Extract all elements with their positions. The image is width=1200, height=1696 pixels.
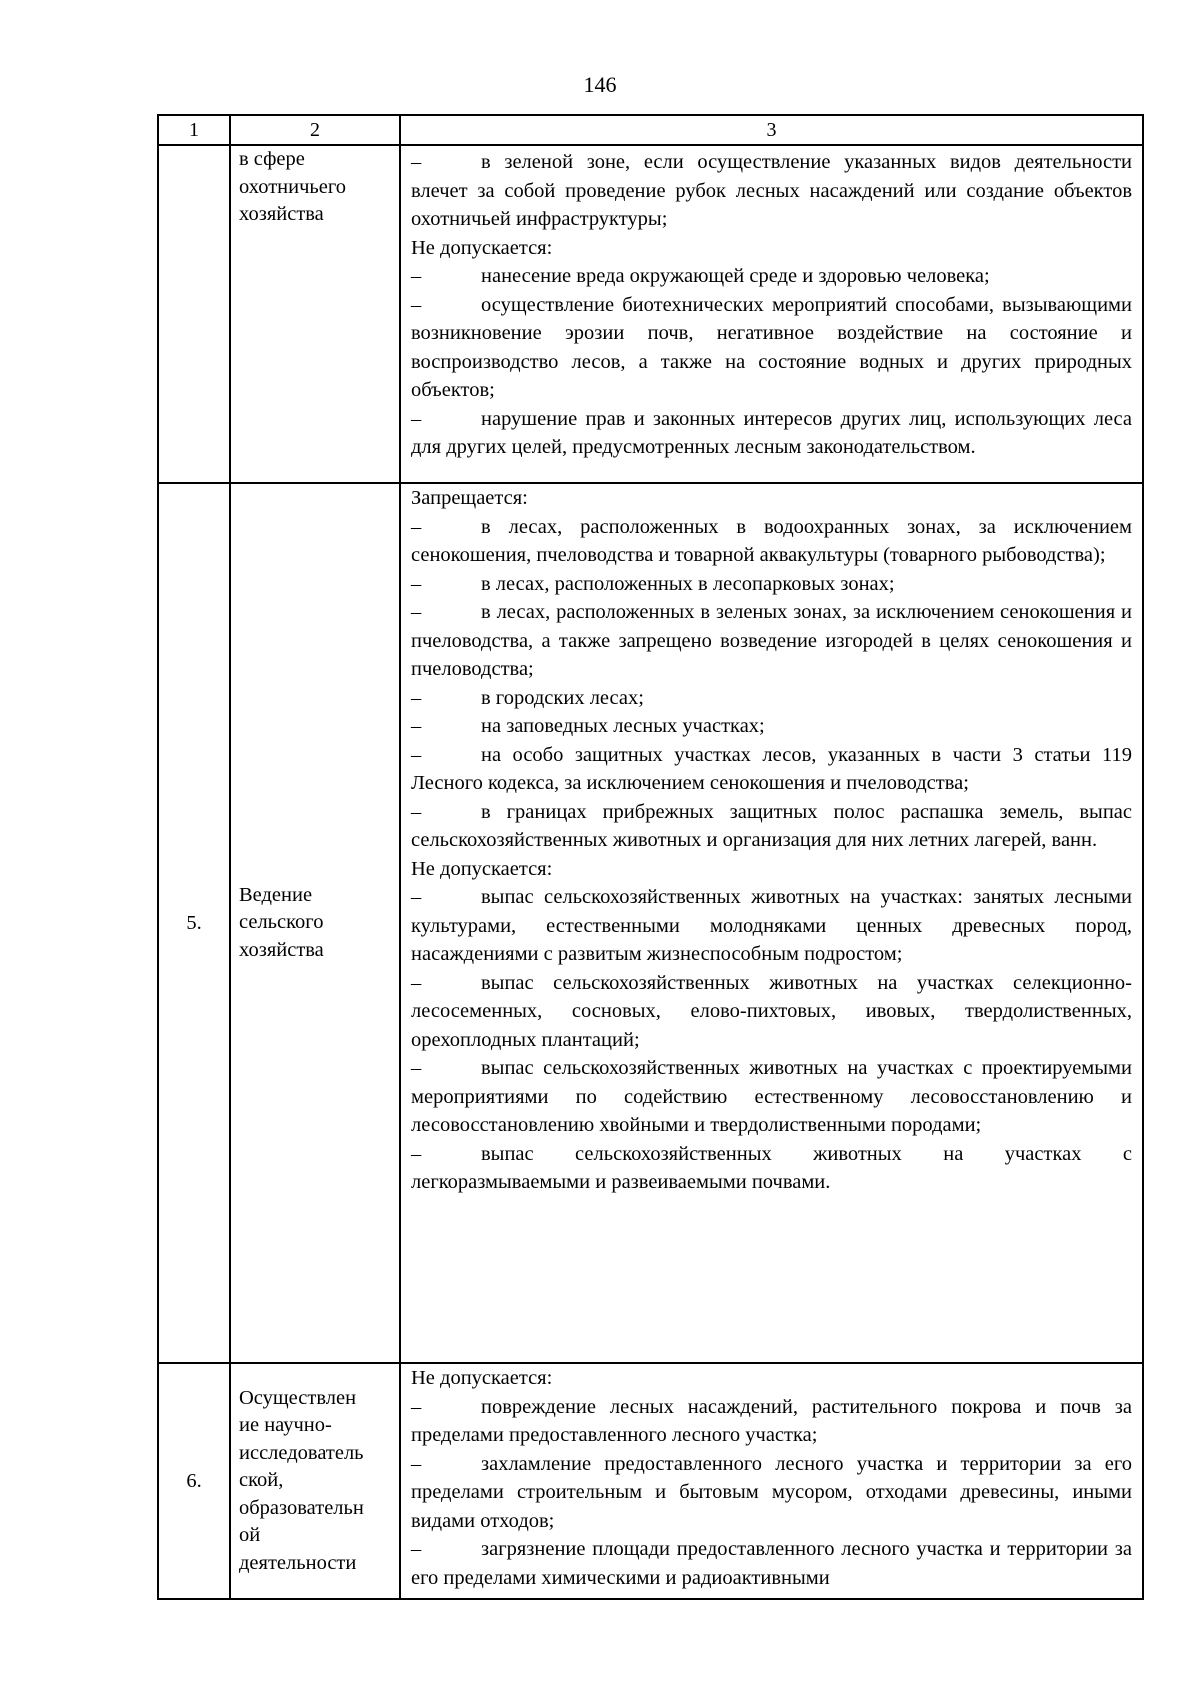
activity-cell [230, 1363, 400, 1599]
restrictions-cell [400, 1363, 1143, 1599]
activity-line: Осуществлен [239, 1386, 357, 1409]
table-header-row [158, 115, 1143, 145]
restriction-heading: Не допускается: [411, 236, 553, 259]
column-header-1: 1 [158, 115, 230, 145]
activity-line: исследователь [239, 1441, 364, 1464]
restriction-item: – в зеленой зоне, если осуществление указанных видов деятельности влечет за собой проведение рубок лесных насаждений или создание объектов охотничьей инфраструктуры; [411, 148, 1132, 234]
activity-line: ой [239, 1524, 261, 1547]
restrictions-cell [400, 145, 1143, 483]
activity-line: сельского [239, 911, 324, 934]
restriction-item: – нарушение прав и законных интересов других лиц, использующих леса для других целей, предусмотренных лесным законодательством. [411, 405, 1132, 462]
regulations-table [157, 114, 1144, 1600]
column-header-3: 3 [400, 115, 1143, 145]
activity-line: образовательн [239, 1496, 364, 1519]
activity-line: хозяйства [239, 938, 324, 961]
row-number: 5. [158, 483, 230, 1363]
activity-line: Ведение [239, 883, 313, 906]
restriction-item: – выпас сельскохозяйственных животных на участках с проектируемыми мероприятиями по содействию естественному лесовосстановлению и лесовосстановлению хвойными и твердолиственными породами; [411, 1054, 1132, 1140]
activity-line: деятельности [239, 1551, 357, 1574]
restriction-item: – в городских лесах; [411, 684, 1132, 713]
restriction-item: – повреждение лесных насаждений, растительного покрова и почв за пределами предоставленного лесного участка; [411, 1393, 1132, 1450]
table-row-research [158, 1363, 1143, 1599]
restriction-item: – в лесах, расположенных в водоохранных зонах, за исключением сенокошения, пчеловодства и товарной аквакультуры (товарного рыбоводства); [411, 513, 1132, 570]
restriction-item: – в лесах, расположенных в зеленых зонах, за исключением сенокошения и пчеловодства, а также запрещено возведение изгородей в целях сенокошения и пчеловодства; [411, 598, 1132, 684]
restriction-item: – на особо защитных участках лесов, указанных в части 3 статьи 119 Лесного кодекса, за исключением сенокошения и пчеловодства; [411, 741, 1132, 798]
restriction-item: – выпас сельскохозяйственных животных на участках с легкоразмываемыми и развеиваемыми почвами. [411, 1140, 1132, 1197]
column-header-2: 2 [230, 115, 400, 145]
activity-cell [230, 145, 400, 483]
activity-line: в сфере [239, 148, 305, 170]
restriction-item: – в лесах, расположенных в лесопарковых зонах; [411, 570, 1132, 599]
restriction-item: – в границах прибрежных защитных полос распашка земель, выпас сельскохозяйственных животных и организация для них летних лагерей, ванн. [411, 798, 1132, 855]
row-number: 6. [158, 1363, 230, 1599]
activity-line: ие научно- [239, 1414, 332, 1437]
restriction-item: – выпас сельскохозяйственных животных на участках: занятых лесными культурами, естественными молодняками ценных древесных пород, насаждениями с развитым жизнеспособным подростом; [411, 883, 1132, 969]
restriction-heading: Не допускается: [411, 857, 553, 880]
page-number: 146 [583, 72, 617, 97]
restriction-item: – на заповедных лесных участках; [411, 712, 1132, 741]
activity-line: хозяйства [239, 203, 324, 225]
restriction-item: – загрязнение площади предоставленного лесного участка и территории за его пределами химическими и радиоактивными [411, 1535, 1132, 1592]
restriction-heading: Запрещается: [411, 487, 528, 509]
activity-cell [230, 483, 400, 1363]
table-row-hunting [158, 145, 1143, 483]
restrictions-cell [400, 483, 1143, 1363]
restriction-heading: Не допускается: [411, 1367, 553, 1389]
activity-line: ской, [239, 1469, 284, 1492]
restriction-item: – выпас сельскохозяйственных животных на участках селекционно-лесосеменных, сосновых, елово-пихтовых, ивовых, твердолиственных, орехоплодных плантаций; [411, 969, 1132, 1055]
activity-line: охотничьего [239, 175, 346, 198]
restriction-item: – нанесение вреда окружающей среде и здоровью человека; [411, 262, 1132, 291]
row-number [158, 145, 230, 483]
restriction-item: – захламление предоставленного лесного участка и территории за его пределами строительным и бытовым мусором, отходами древесины, иными видами отходов; [411, 1450, 1132, 1536]
restriction-item: – осуществление биотехнических мероприятий способами, вызывающими возникновение эрозии почв, негативное воздействие на состояние и воспроизводство лесов, а также на состояние водных и других природных объектов; [411, 291, 1132, 405]
table-row-agriculture [158, 483, 1143, 1363]
